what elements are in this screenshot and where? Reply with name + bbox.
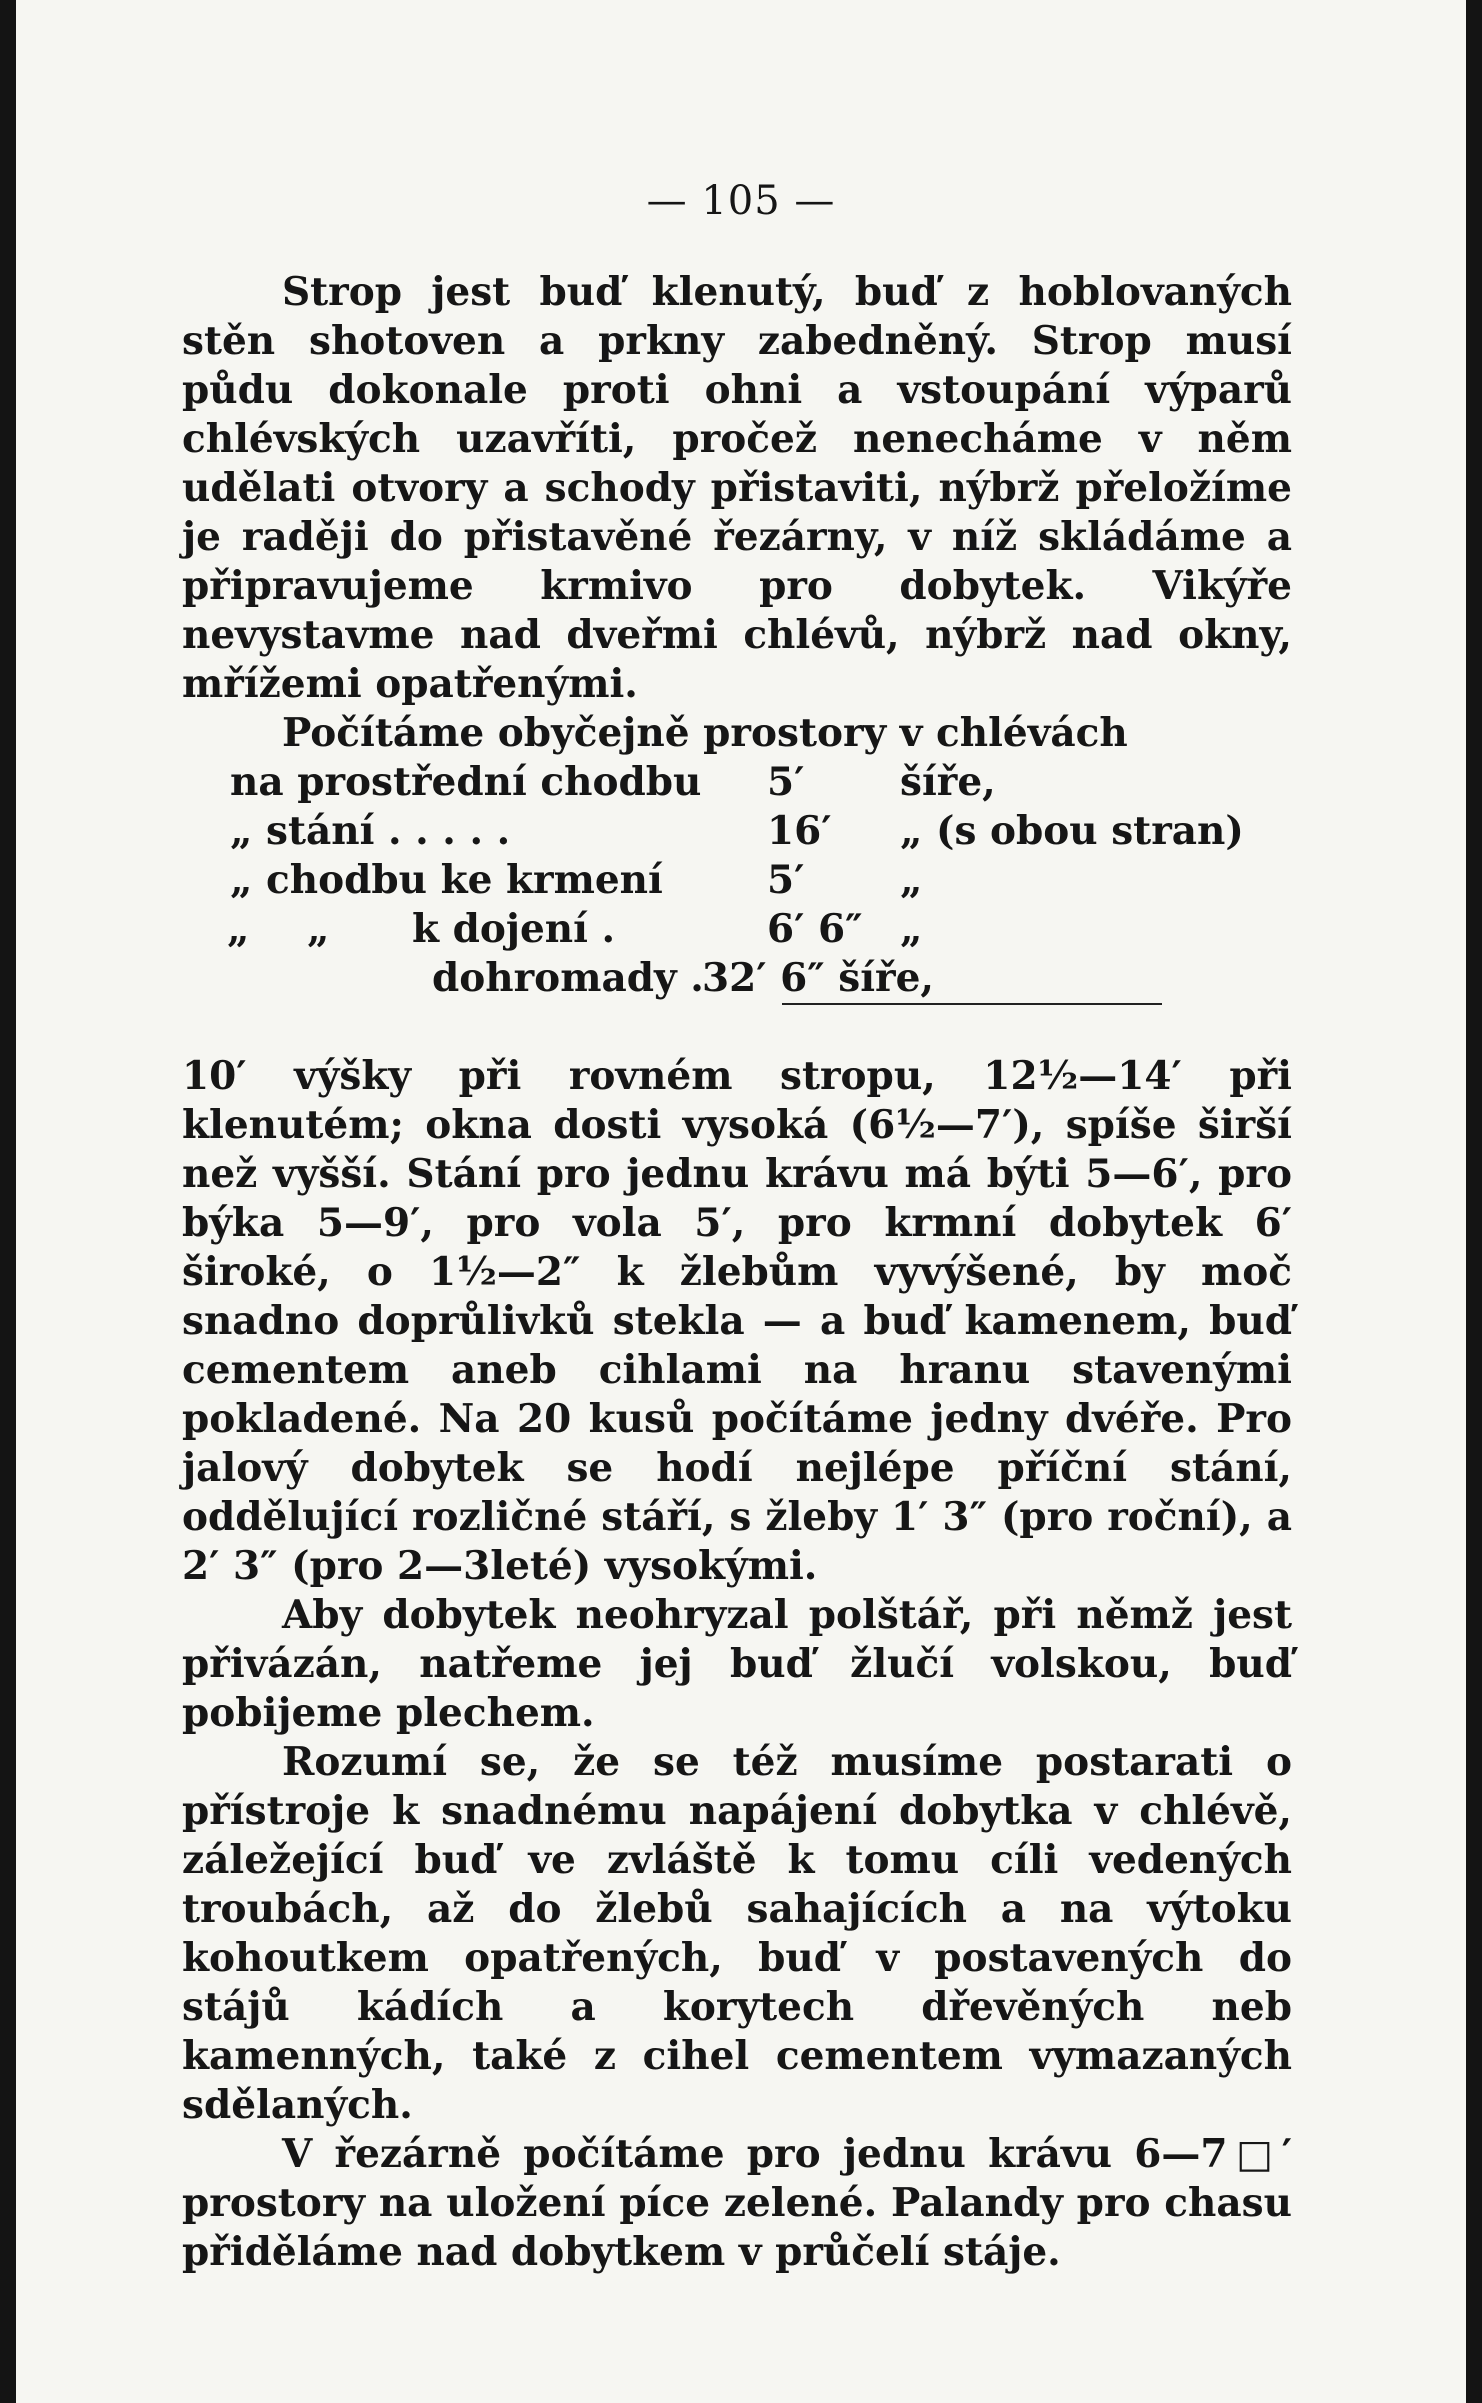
row-unit: šíře,: [900, 759, 996, 805]
paragraph-1: Strop jest buď klenutý, buď z hoblovaných stěn shotoven a prkny zabedněný. Strop musí půdu dokonale proti ohni a vstoupání výparů chlévských uzavříti, pročež nenecháme v něm udělati otvory a schody přistaviti, nýbrž přeložíme je raději do přistavěné řezárny, v níž skládáme a připravujeme krmivo pro dobytek. Vikýře nevystavme nad dveřmi chlévů, nýbrž nad okny, mřížemi opatřenými.: [182, 269, 1292, 707]
row-value: 16′: [767, 808, 832, 854]
total-value: 32′ 6″ šíře,: [702, 955, 934, 1001]
paragraph-4: Rozumí se, že se též musíme postarati o přístroje k snadnému napájení dobytka v chlévě, záležející buď ve zvláště k tomu cíli vedených troubách, až do žlebů sahajících a na výtoku kohoutkem opatřených, buď v postavených do stájů kádích a korytech dřevěných neb kamenných, také z cihel cementem vymazaných sdělaných.: [182, 1739, 1292, 2128]
table-row: [182, 758, 1292, 807]
row-unit: „: [900, 906, 923, 952]
row-unit: „ (s obou stran): [900, 808, 1244, 854]
table-row: [182, 856, 1292, 905]
scan-edge-right: [1466, 0, 1482, 2403]
dimension-table: [182, 758, 1292, 1052]
row-label: „ chodbu ke krmení: [230, 857, 663, 903]
paragraph-5: V řezárně počítáme pro jednu krávu 6—7□′ prostory na uložení píce zelené. Palandy pro chasu přiděláme nad dobytkem v průčelí stáje.: [182, 2131, 1292, 2275]
book-page: [16, 0, 1466, 2403]
page-body: [182, 268, 1292, 2277]
scan-edge-left: [0, 0, 16, 2403]
total-label: dohromady .: [432, 955, 704, 1001]
row-label: „ stání . . . . .: [230, 808, 511, 854]
page-number: — 105 —: [646, 178, 836, 224]
row-ditto-1: „: [227, 906, 250, 952]
row-label: na prostřední chodbu: [230, 759, 702, 805]
row-value: 5′: [767, 857, 805, 903]
row-label: k dojení .: [412, 906, 616, 952]
row-unit: „: [900, 857, 923, 903]
row-value: 6′ 6″: [767, 906, 863, 952]
table-row: [182, 905, 1292, 954]
table-total-row: [182, 954, 1292, 1003]
paragraph-2-continued: 10′ výšky při rovném stropu, 12½—14′ při klenutém; okna dosti vysoká (6½—7′), spíše širší než vyšší. Stání pro jednu krávu má býti 5—6′, pro býka 5—9′, pro vola 5′, pro krmní dobytek 6′ široké, o 1½—2″ k žlebům vyvýšené, by moč snadno doprůlivků stekla — a buď kamenem, buď cementem aneb cihlami na hranu stavenými pokladené. Na 20 kusů počítáme jedny dvéře. Pro jalový dobytek se hodí nejlépe příční stání, oddělující rozličné stáří, s žleby 1′ 3″ (pro roční), a 2′ 3″ (pro 2—3leté) vysokými.: [182, 1053, 1292, 1589]
sum-rule: [782, 1003, 1162, 1005]
paragraph-2-intro: Počítáme obyčejně prostory v chlévách: [282, 710, 1128, 756]
row-value: 5′: [767, 759, 805, 805]
row-ditto-2: „: [307, 906, 330, 952]
table-row: [182, 807, 1292, 856]
paragraph-3: Aby dobytek neohryzal polštář, při němž jest přivázán, natřeme jej buď žlučí volskou, buď pobijeme plechem.: [182, 1592, 1292, 1736]
